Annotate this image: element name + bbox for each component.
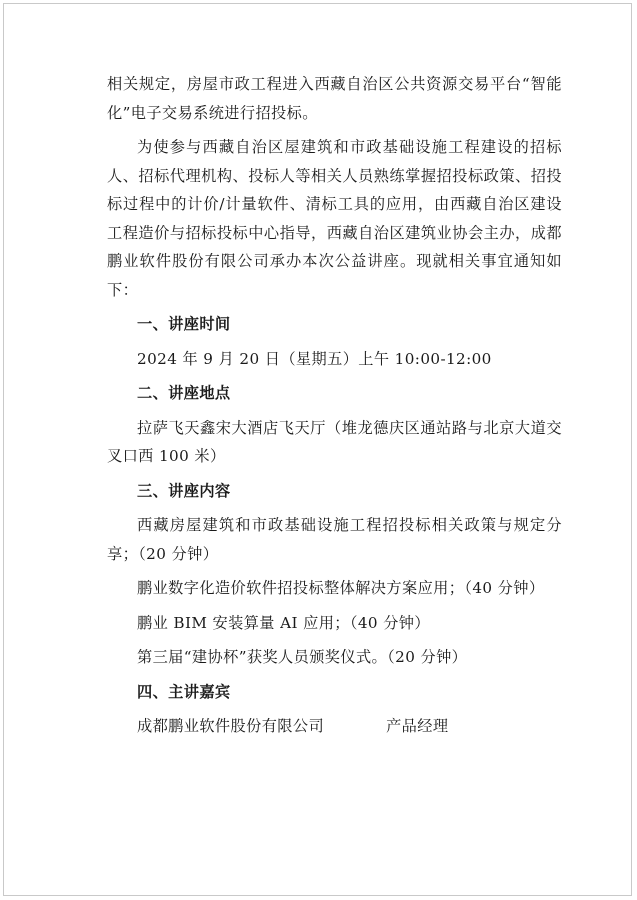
section-heading-time: 一、讲座时间 <box>137 315 231 333</box>
speaker-company: 成都鹏业软件股份有限公司 <box>137 717 325 735</box>
section-heading-content: 三、讲座内容 <box>137 481 231 500</box>
content-item: 鹏业 BIM 安装算量 AI 应用；（40 分钟） <box>137 613 430 632</box>
lecture-time: 2024 年 9 月 20 日（星期五）上午 10:00-12:00 <box>137 349 492 368</box>
intro-paragraph: 为使参与西藏自治区屋建筑和市政基础设施工程建设的招标人、招标代理机构、投标人等相关人员熟练掌握招投标政策、招投标过程中的计价/计量软件、清标工具的应用，由西藏自治区建设工程造价与招标投标中心指导，西藏自治区建筑业协会主办，成都鹏业软件股份有限公司承办本次公益讲座。现就相关事宜通知如下： <box>107 138 562 299</box>
document-body <box>107 70 562 741</box>
section-heading-place: 二、讲座地点 <box>137 384 231 402</box>
lecture-place: 拉萨飞天鑫宋大酒店飞天厅（堆龙德庆区通站路与北京大道交叉口西 100 米） <box>107 418 562 465</box>
speaker-title: 产品经理 <box>386 717 449 735</box>
intro-tail-paragraph: 相关规定，房屋市政工程进入西藏自治区公共资源交易平台“智能化”电子交易系统进行招投标。 <box>107 75 562 122</box>
content-item: 第三届“建协杯”获奖人员颁奖仪式。（20 分钟） <box>137 648 468 666</box>
speaker-row <box>107 712 562 741</box>
content-item: 鹏业数字化造价软件招投标整体解决方案应用；（40 分钟） <box>137 579 545 597</box>
section-heading-speaker: 四、主讲嘉宾 <box>137 682 231 701</box>
content-item: 西藏房屋建筑和市政基础设施工程招投标相关政策与规定分享；（20 分钟） <box>107 516 562 563</box>
